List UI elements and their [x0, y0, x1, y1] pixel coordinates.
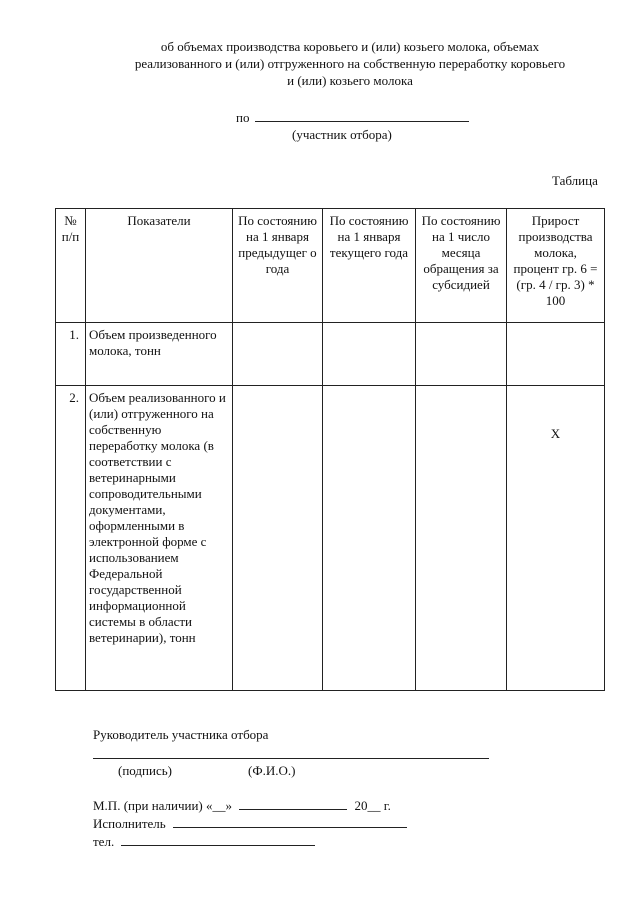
header-cell-subsidy-month: По состоянию на 1 число месяца обращения за субсидией	[416, 209, 507, 323]
header-cell-current-year: По состоянию на 1 января текущего года	[323, 209, 416, 323]
participant-line	[236, 109, 469, 126]
phone-line	[93, 833, 315, 850]
date-month-blank[interactable]	[239, 797, 347, 810]
row-indicator: Объем реализованного и (или) отгруженного на собственную переработку молока (в соответствии с ветеринарными сопроводительными документами, оформленными в электронной форме с использованием Федеральной государственной информационной системы в области ветеринарии), тонн	[86, 386, 233, 691]
table-header-row	[56, 209, 605, 323]
executor-line	[93, 815, 407, 832]
fio-caption: (Ф.И.О.)	[248, 763, 296, 778]
table-row	[56, 323, 605, 386]
value-cell[interactable]	[416, 386, 507, 691]
phone-blank[interactable]	[121, 833, 315, 846]
signature-line[interactable]	[93, 758, 489, 759]
signature-caption: (подпись)	[118, 763, 172, 778]
head-label: Руководитель участника отбора	[93, 727, 269, 742]
header-cell-growth: Прирост производства молока, процент гр. 6 = (гр. 4 / гр. 3) * 100	[507, 209, 605, 323]
year-text: 20__ г.	[354, 798, 391, 813]
table-label: Таблица	[552, 173, 598, 188]
value-cell-x: X	[507, 386, 605, 691]
title-line: об объемах производства коровьего и (или) козьего молока, объемах	[160, 39, 540, 54]
executor-label: Исполнитель	[93, 816, 166, 831]
title-line: и (или) козьего молока	[287, 73, 413, 88]
value-cell[interactable]	[323, 386, 416, 691]
header-cell-num: № п/п	[56, 209, 86, 323]
stamp-date-line	[93, 797, 391, 814]
participant-caption: (участник отбора)	[292, 127, 392, 142]
executor-blank[interactable]	[173, 815, 407, 828]
mp-prefix: М.П. (при наличии) «__»	[93, 798, 233, 813]
value-cell[interactable]	[233, 323, 323, 386]
po-label: по	[236, 110, 250, 125]
document-title	[90, 38, 610, 89]
title-line: реализованного и (или) отгруженного на собственную переработку коровьего	[134, 56, 566, 71]
row-indicator: Объем произведенного молока, тонн	[86, 323, 233, 386]
value-cell[interactable]	[416, 323, 507, 386]
participant-blank[interactable]	[255, 109, 469, 122]
indicators-table	[55, 208, 605, 691]
header-cell-prev-year: По состоянию на 1 января предыдущег о года	[233, 209, 323, 323]
row-number: 2.	[56, 386, 86, 691]
value-cell[interactable]	[323, 323, 416, 386]
row-number: 1.	[56, 323, 86, 386]
value-cell[interactable]	[233, 386, 323, 691]
table-row	[56, 386, 605, 691]
header-cell-indicator: Показатели	[86, 209, 233, 323]
value-cell[interactable]	[507, 323, 605, 386]
phone-label: тел.	[93, 834, 115, 849]
